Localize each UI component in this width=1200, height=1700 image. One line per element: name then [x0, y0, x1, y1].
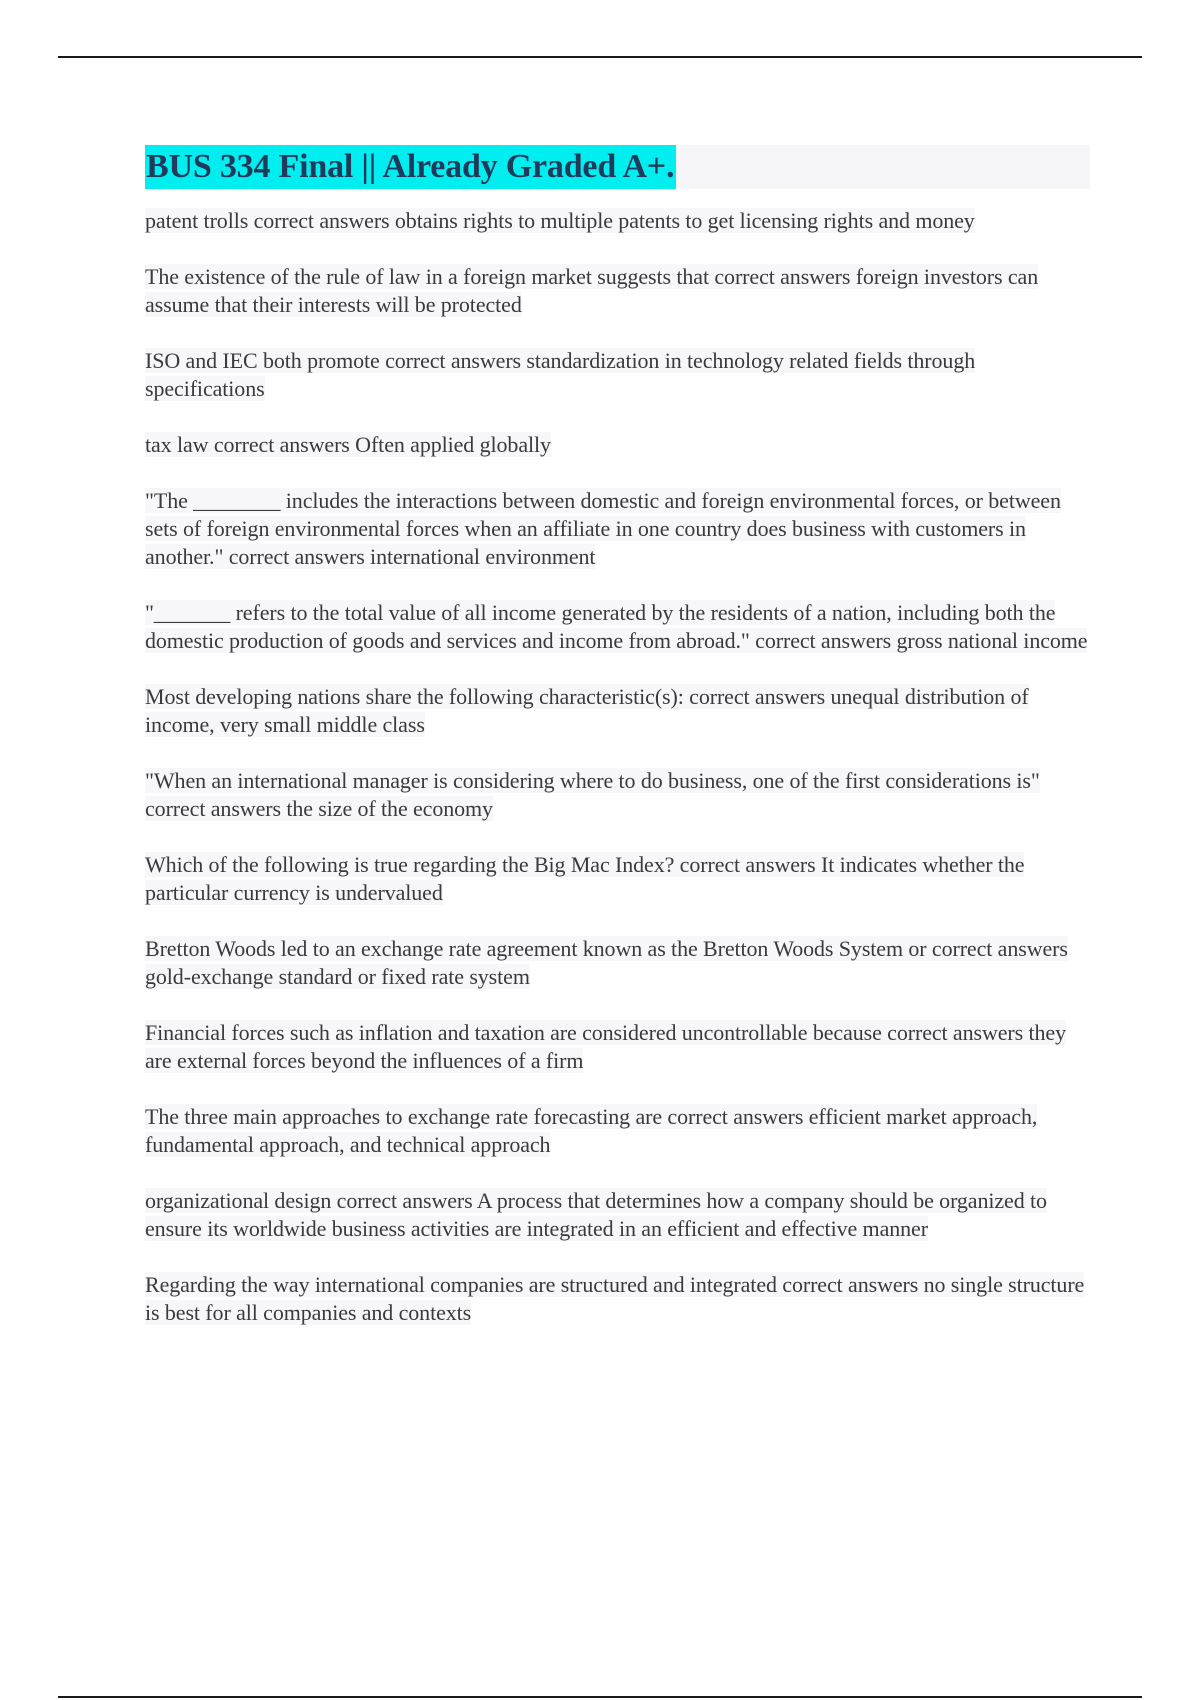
qa-item-14	[145, 1271, 1090, 1327]
qa-text-7: Most developing nations share the following characteristic(s): correct answers unequal distribution of income, very small middle class	[145, 684, 1029, 737]
qa-item-12	[145, 1103, 1090, 1159]
qa-item-11	[145, 1019, 1090, 1075]
qa-item-9	[145, 851, 1090, 907]
qa-item-6	[145, 599, 1090, 655]
qa-text-9: Which of the following is true regarding the Big Mac Index? correct answers It indicates whether the particular currency is undervalued	[145, 852, 1025, 905]
top-rule	[58, 56, 1142, 58]
qa-item-2	[145, 263, 1090, 319]
qa-item-13	[145, 1187, 1090, 1243]
qa-item-1	[145, 207, 1090, 235]
qa-text-3: ISO and IEC both promote correct answers standardization in technology related fields through specifications	[145, 348, 976, 401]
qa-item-8	[145, 767, 1090, 823]
document-title: BUS 334 Final || Already Graded A+.	[145, 145, 676, 189]
qa-text-11: Financial forces such as inflation and taxation are considered uncontrollable because correct answers they are external forces beyond the influences of a firm	[145, 1020, 1066, 1073]
qa-text-13: organizational design correct answers A process that determines how a company should be organized to ensure its worldwide business activities are integrated in an efficient and effective manner	[145, 1188, 1047, 1241]
title-row	[145, 145, 1090, 189]
document-body	[145, 145, 1090, 1355]
qa-text-2: The existence of the rule of law in a foreign market suggests that correct answers foreign investors can assume that their interests will be protected	[145, 264, 1039, 317]
qa-text-14: Regarding the way international companies are structured and integrated correct answers no single structure is best for all companies and contexts	[145, 1272, 1085, 1325]
qa-text-6: "_______ refers to the total value of all income generated by the residents of a nation, including both the domestic production of goods and services and income from abroad." correct answers gross national income	[145, 600, 1088, 653]
qa-item-5	[145, 487, 1090, 571]
qa-text-10: Bretton Woods led to an exchange rate agreement known as the Bretton Woods System or correct answers gold-exchange standard or fixed rate system	[145, 936, 1068, 989]
bottom-rule	[58, 1696, 1142, 1698]
qa-item-4	[145, 431, 1090, 459]
qa-text-4: tax law correct answers Often applied globally	[145, 432, 551, 457]
qa-text-8: "When an international manager is considering where to do business, one of the first considerations is" correct answers the size of the economy	[145, 768, 1040, 821]
qa-text-12: The three main approaches to exchange rate forecasting are correct answers efficient market approach, fundamental approach, and technical approach	[145, 1104, 1038, 1157]
qa-item-7	[145, 683, 1090, 739]
qa-text-1: patent trolls correct answers obtains rights to multiple patents to get licensing rights and money	[145, 208, 975, 233]
qa-text-5: "The ________ includes the interactions between domestic and foreign environmental forces, or between sets of foreign environmental forces when an affiliate in one country does business with customers in another." correct answers international environment	[145, 488, 1061, 569]
qa-item-10	[145, 935, 1090, 991]
qa-item-3	[145, 347, 1090, 403]
